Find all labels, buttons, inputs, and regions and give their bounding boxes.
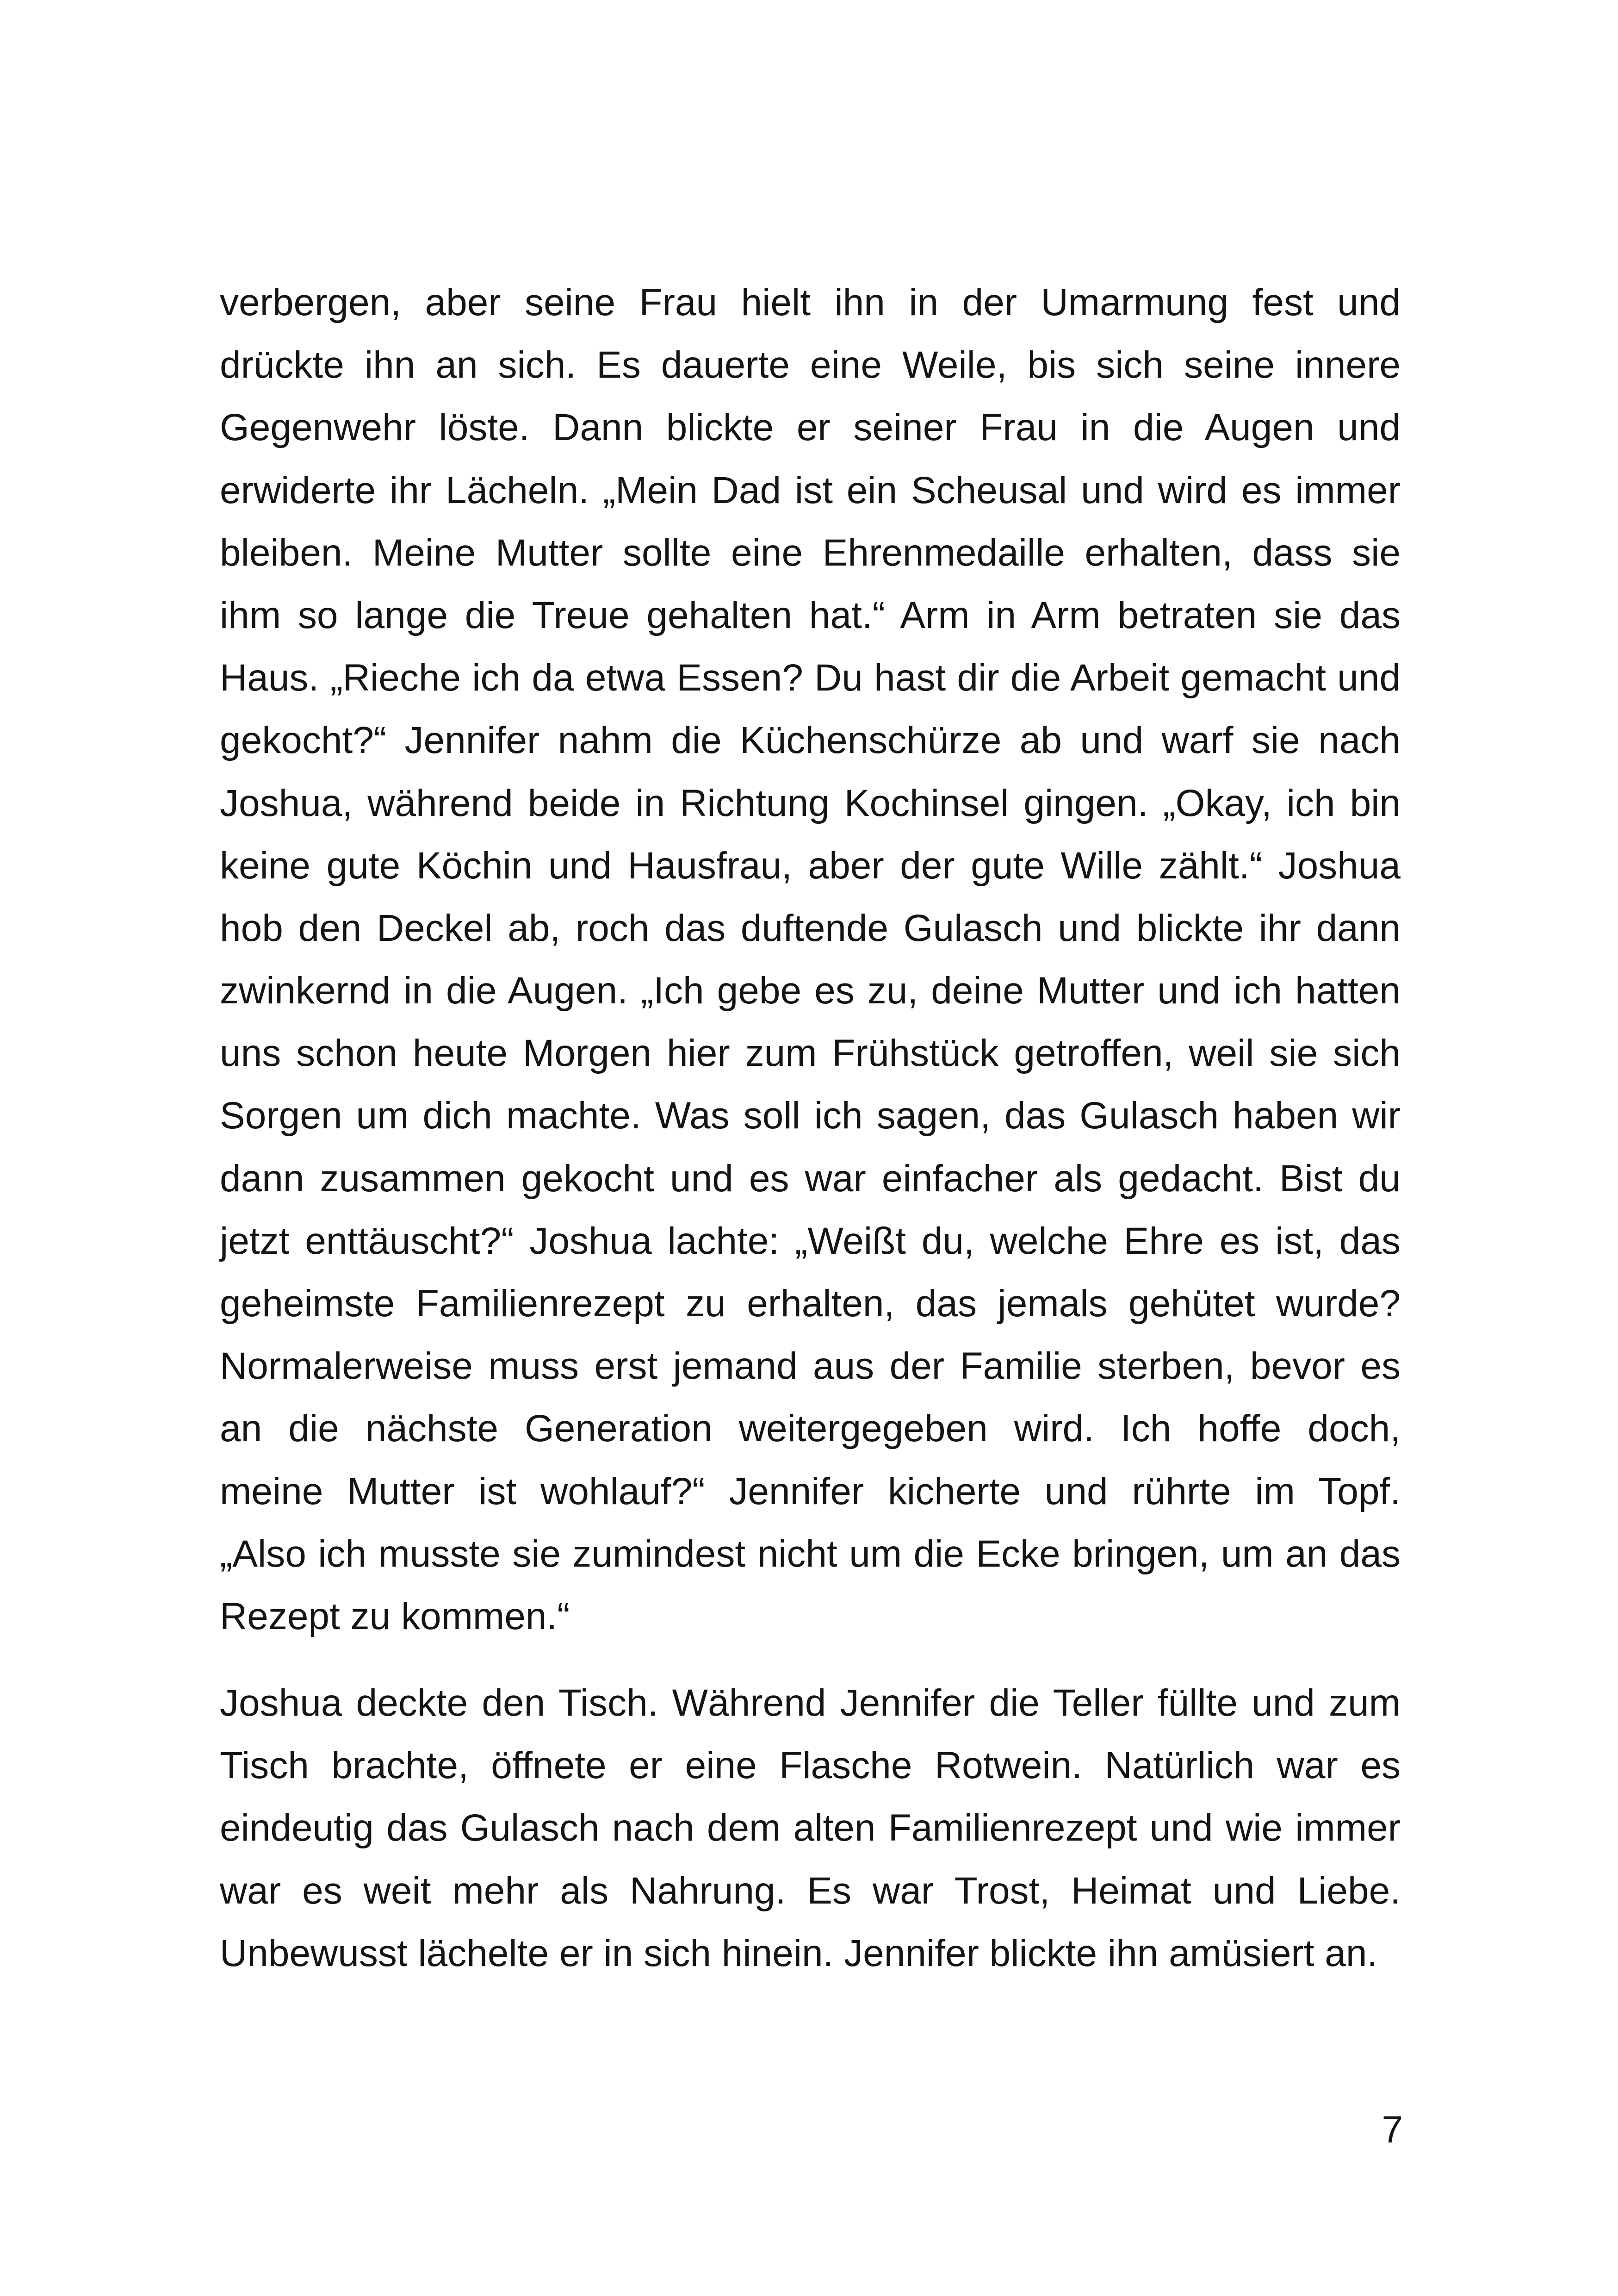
- text-line: bleiben. Meine Mutter sollte eine Ehrenmedaille erhalten, dass sie: [220, 531, 1401, 574]
- text-line: ihm so lange die Treue gehalten hat.“ Arm in Arm betraten sie das: [220, 594, 1401, 636]
- text-line: an die nächste Generation weitergegeben wird. Ich hoffe doch,: [220, 1407, 1401, 1450]
- paragraph: [220, 271, 1401, 1648]
- text-line: zwinkernd in die Augen. „Ich gebe es zu, deine Mutter und ich hatten: [220, 970, 1401, 1012]
- text-line: Sorgen um dich machte. Was soll ich sagen, das Gulasch haben wir: [220, 1095, 1401, 1137]
- text-line: jetzt enttäuscht?“ Joshua lachte: „Weißt du, welche Ehre es ist, das: [220, 1220, 1401, 1262]
- text-line: Normalerweise muss erst jemand aus der Familie sterben, bevor es: [220, 1345, 1401, 1388]
- text-line: war es weit mehr als Nahrung. Es war Trost, Heimat und Liebe.: [220, 1869, 1401, 1912]
- text-line: verbergen, aber seine Frau hielt ihn in der Umarmung fest und: [220, 281, 1401, 324]
- text-line: meine Mutter ist wohlauf?“ Jennifer kicherte und rührte im Topf.: [220, 1470, 1401, 1512]
- text-line: dann zusammen gekocht und es war einfacher als gedacht. Bist du: [220, 1157, 1401, 1200]
- text-line: uns schon heute Morgen hier zum Frühstück getroffen, weil sie sich: [220, 1032, 1401, 1075]
- text-line: Joshua deckte den Tisch. Während Jennifer die Teller füllte und zum: [220, 1682, 1401, 1724]
- text-line: „Also ich musste sie zumindest nicht um die Ecke bringen, um an das: [220, 1532, 1401, 1575]
- text-line: drückte ihn an sich. Es dauerte eine Weile, bis sich seine innere: [220, 344, 1401, 386]
- text-line: gekocht?“ Jennifer nahm die Küchenschürze ab und warf sie nach: [220, 719, 1401, 762]
- text-line: Joshua, während beide in Richtung Kochinsel gingen. „Okay, ich bin: [220, 782, 1401, 824]
- text-line: erwiderte ihr Lächeln. „Mein Dad ist ein Scheusal und wird es immer: [220, 469, 1401, 511]
- text-line: geheimste Familienrezept zu erhalten, das jemals gehütet wurde?: [220, 1282, 1401, 1325]
- text-line: Tisch brachte, öffnete er eine Flasche Rotwein. Natürlich war es: [220, 1744, 1401, 1787]
- paragraph: [220, 1672, 1401, 1985]
- text-line: hob den Deckel ab, roch das duftende Gulasch und blickte ihr dann: [220, 907, 1401, 949]
- text-line: keine gute Köchin und Hausfrau, aber der gute Wille zählt.“ Joshua: [220, 844, 1401, 887]
- text-line: Rezept zu kommen.“: [220, 1595, 570, 1637]
- page-number: 7: [1382, 2109, 1403, 2151]
- text-line: Unbewusst lächelte er in sich hinein. Jennifer blickte ihn amüsiert an.: [220, 1932, 1378, 1974]
- text-line: eindeutig das Gulasch nach dem alten Familienrezept und wie immer: [220, 1807, 1401, 1849]
- text-line: Haus. „Rieche ich da etwa Essen? Du hast dir die Arbeit gemacht und: [220, 657, 1401, 699]
- text-line: Gegenwehr löste. Dann blickte er seiner Frau in die Augen und: [220, 406, 1401, 449]
